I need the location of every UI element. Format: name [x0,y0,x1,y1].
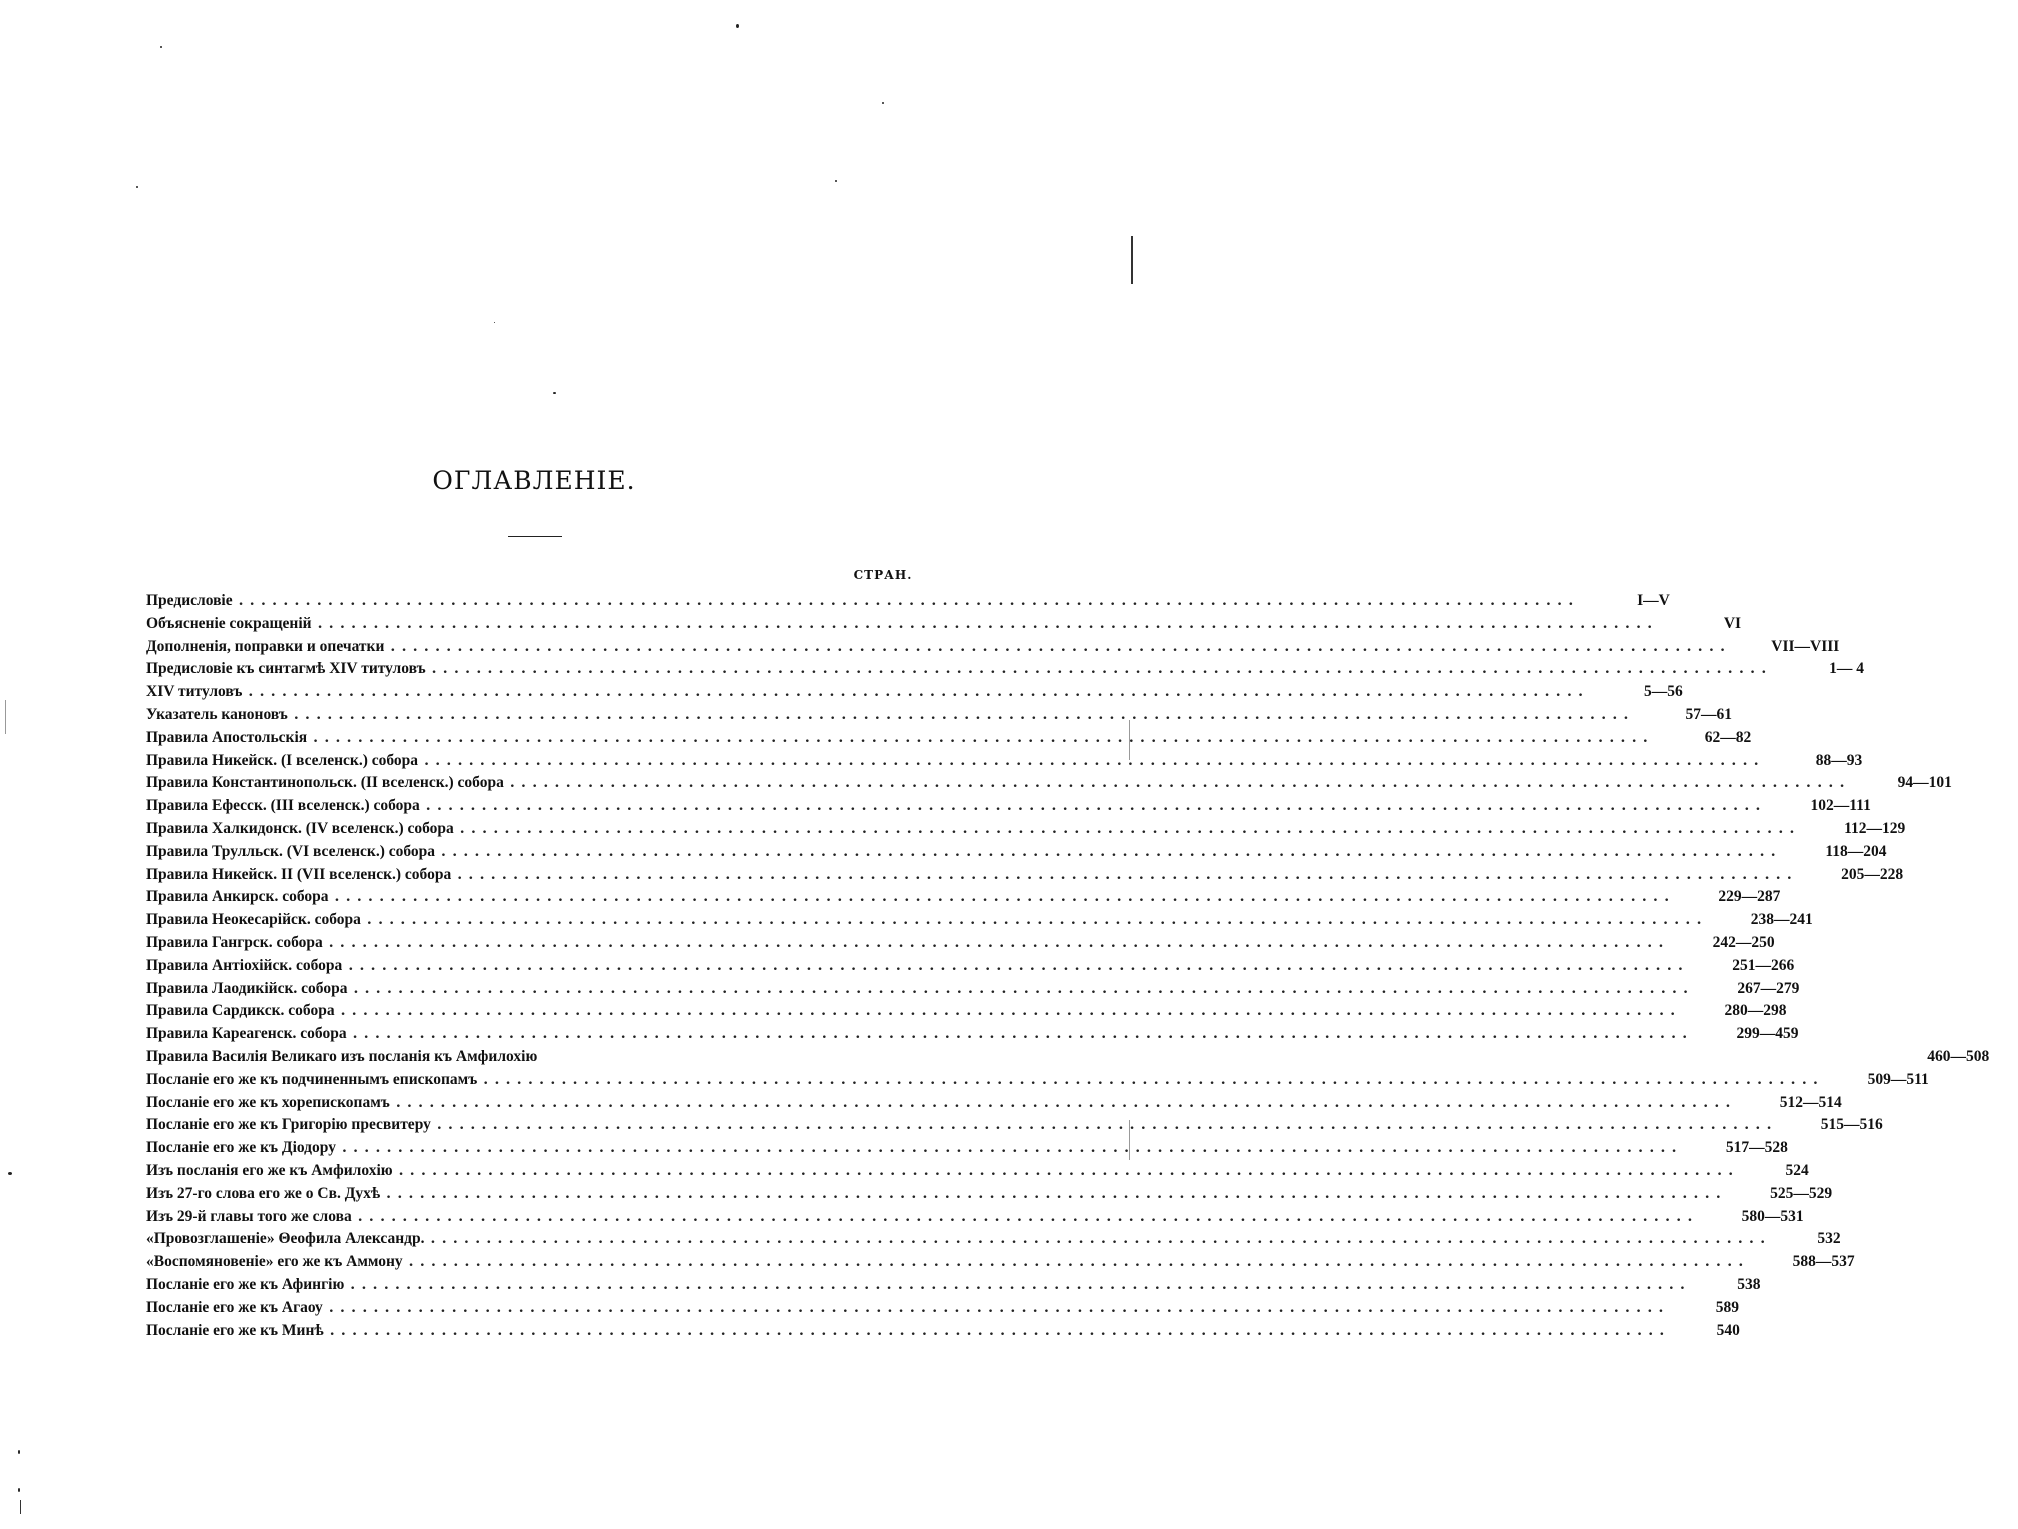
toc-entry-title: Правила Ефесск. (III вселенск.) собора [146,797,420,815]
toc-entry [146,911,1813,934]
toc-entry [146,683,1683,706]
dot-leader: ........................................................................................................................ [390,638,1732,655]
dot-leader: ........................................................................................................................ [328,934,1670,951]
toc-entry-title: Правила Константинопольск. (II вселенск.) собора [146,774,504,792]
toc-entry [146,1070,1929,1094]
toc-entry-title: Изъ 27-го слова его же о Св. Духѣ [146,1184,381,1202]
scan-speck [136,186,138,188]
dot-leader: ........................................................................................................................ [328,1299,1670,1316]
toc-entry-pages: 589 [1715,1298,1739,1316]
scan-speck [160,46,162,48]
toc-entry-title: XIV титуловъ [146,683,243,701]
toc-entry-title: «Воспомяновеніе» его же къ Аммону [146,1253,403,1271]
dot-leader: ........................................................................................................................ [431,661,1773,678]
dot-leader: ........................................................................................................................ [357,1208,1699,1225]
toc-entry [146,1230,1841,1253]
toc-entry [146,1161,1809,1185]
dot-leader: ........................................................................................................................ [483,1071,1825,1088]
dot-leader: ........................................................................................................................ [341,1140,1683,1157]
toc-entry-pages: 88—93 [1815,751,1863,769]
dot-leader: ........................................................................................................................ [430,1231,1772,1248]
toc-entry-title: Правила Гангрск. собора [146,933,323,951]
toc-entry [146,1275,1761,1299]
toc-entry-pages: 532 [1817,1230,1841,1248]
dot-leader: ........................................................................................................................ [317,615,1659,632]
scan-edge-mark [5,700,6,734]
dot-leader: ........................................................................................................................ [395,1094,1737,1111]
toc-entry-pages: 57—61 [1685,705,1732,723]
toc-entry-title: Указатель каноновъ [146,705,288,723]
toc-entry [146,660,1864,683]
toc-entry-pages: 112—129 [1844,819,1906,837]
scan-speck [835,180,837,182]
dot-leader: ........................................................................................................................ [366,912,1708,929]
dot-leader: ........................................................................................................................ [459,820,1801,837]
toc-entry-pages: 5—56 [1643,683,1683,701]
toc-entry [146,797,1871,820]
toc-entry-title: Правила Василія Великаго изъ посланія къ Амфилохію [146,1047,538,1065]
toc-entry-pages: 238—241 [1750,911,1813,929]
toc-entry-title: Правила Никейск. (I вселенск.) собора [146,751,419,769]
dot-leader: ........................................................................................................................ [353,980,1695,997]
toc-entry [146,1207,1804,1231]
toc-entry [146,1253,1855,1276]
toc-entry-pages: 512—514 [1779,1093,1842,1111]
scan-speck [736,24,739,28]
scan-speck [882,102,884,104]
dot-leader: ........................................................................................................................ [293,706,1635,723]
toc-entry-pages: I—V [1637,592,1670,609]
dot-leader: ........................................................................................................................ [340,1003,1682,1020]
toc-entry-pages: 517—528 [1725,1139,1788,1157]
scan-edge-mark [20,1500,21,1514]
toc-entry [146,1184,1833,1208]
toc-entry-pages: 118—204 [1825,842,1887,860]
toc-entry-pages: 515—516 [1820,1116,1883,1134]
toc-entry-title: Правила Никейск. II (VII вселенск.) собора [146,865,452,883]
toc-entry-pages: 524 [1785,1161,1809,1179]
toc-entry-pages: 580—531 [1741,1207,1804,1225]
scan-speck [494,322,495,323]
dot-leader: ........................................................................................................................ [386,1185,1728,1202]
scan-speck [8,1172,12,1175]
toc-entry-pages: 251—266 [1732,956,1795,974]
toc-entry-title: Правила Анкирск. собора [146,888,329,906]
toc-entry [146,614,1742,638]
toc-entry-pages: 102—111 [1810,797,1871,815]
toc-entry [146,888,1781,911]
toc-entry-pages: 229—287 [1718,888,1781,906]
toc-entry-title: Изъ 29-й главы того же слова [146,1207,352,1225]
dot-leader: ........................................................................................................................ [398,1162,1740,1179]
toc-entry-title: Правила Кареагенск. собора [146,1025,347,1043]
toc-entry-pages: 525—529 [1770,1184,1833,1202]
toc-entry-title: Предисловіе къ синтагмѣ XIV титуловъ [146,660,426,678]
toc-entry [146,1002,1787,1025]
toc-entry-title: Правила Трулльск. (VI вселенск.) собора [146,842,436,860]
title-divider [508,536,562,537]
toc-entry-title: Предисловіе [146,592,233,609]
toc-entry [146,842,1887,866]
dot-leader: ........................................................................................................................ [425,798,1767,815]
toc-entry-title: Правила Лаодикійск. собора [146,979,348,997]
toc-entry-pages: 1— 4 [1829,660,1864,678]
scan-speck [18,1488,20,1492]
toc-entry-pages: 94—101 [1897,774,1952,792]
toc-entry [146,728,1752,752]
page-title: ОГЛАВЛЕНІЕ. [432,466,636,495]
toc-entry-title: Объясненіе сокращеній [146,614,312,632]
toc-entry-title: Правила Сардикск. собора [146,1002,335,1020]
toc-entry-title: Посланіе его же къ подчиненнымъ епископамъ [146,1070,478,1088]
page-column-header: СТРАН. [853,568,913,582]
dot-leader: ........................................................................................................................ [424,752,1765,769]
dot-leader: ........................................................................................................................ [348,957,1690,974]
toc-entry [146,705,1732,729]
toc-entry [146,1321,1740,1345]
toc-entry-pages: 280—298 [1724,1002,1787,1020]
toc-entry-title: «Провозглашеніе» Θеофила Александр. [146,1230,425,1248]
dot-leader: ........................................................................................................................ [334,889,1676,906]
toc-entry-pages: 538 [1737,1275,1761,1293]
dot-leader: ........................................................................................................................ [441,843,1782,860]
toc-entry [146,956,1795,980]
toc-entry-pages: 205—228 [1841,865,1904,883]
dot-leader: ........................................................................................................................ [509,775,1851,792]
toc-entry-title: Посланіе его же къ Григорію пресвитеру [146,1116,431,1134]
dot-leader: ........................................................................................................................ [436,1117,1778,1134]
scan-edge-mark [1131,236,1133,284]
scan-speck [553,392,556,394]
toc-entry-title: Дополненія, поправки и опечатки [146,637,385,655]
toc-entry [146,1298,1739,1322]
toc-entry-title: Правила Апостольскія [146,728,308,746]
toc-entry-pages: 267—279 [1737,979,1800,997]
dot-leader: ........................................................................................................................ [352,1026,1694,1043]
toc-entry [146,819,1906,843]
toc-entry-pages: 509—511 [1867,1070,1929,1088]
toc-entry-title: Правила Халкидонск. (IV вселенск.) собора [146,819,454,837]
toc-entry-pages: VII—VIII [1771,637,1840,655]
toc-entry [146,1047,1990,1071]
toc-entry-title: Правила Неокесарійск. собора [146,911,361,929]
toc-entry-pages: 299—459 [1736,1025,1799,1043]
toc-entry-title: Посланіе его же къ хорепископамъ [146,1093,390,1111]
toc-entry [146,1116,1883,1139]
dot-leader: ........................................................................................................................ [248,684,1590,701]
toc-entry-title: Посланіе его же къ Афингію [146,1275,345,1293]
dot-leader: ........................................................................................................................ [238,593,1580,609]
toc-entry [146,592,1670,615]
toc-entry-pages: 460—508 [1927,1047,1990,1065]
toc-entry-pages: 540 [1716,1321,1740,1339]
toc-entry-pages: 242—250 [1712,933,1775,951]
toc-entry-title: Посланіе его же къ Діодору [146,1139,336,1157]
dot-leader: ........................................................................................................................ [408,1254,1750,1271]
dot-leader: ........................................................................................................................ [313,729,1655,746]
toc-entry-title: Изъ посланія его же къ Амфилохію [146,1161,393,1179]
toc-entry-pages: VI [1723,614,1742,632]
toc-entry [146,751,1863,775]
toc-entry [146,933,1775,957]
toc-entry [146,979,1800,1003]
toc-entry-pages: 62—82 [1704,728,1752,746]
toc-entry [146,774,1952,797]
toc-entry [146,1025,1799,1048]
dot-leader: ........................................................................................................................ [350,1276,1692,1293]
toc-entry [146,865,1904,889]
toc-entry-title: Правила Антіохійск. собора [146,956,343,974]
toc-entry-title: Посланіе его же къ Агаоу [146,1298,323,1316]
toc-entry [146,1139,1788,1162]
dot-leader: ........................................................................................................................ [329,1322,1671,1339]
toc-entry-pages: 588—537 [1792,1253,1855,1271]
toc-entry [146,637,1840,661]
toc-entry-title: Посланіе его же къ Минѣ [146,1321,324,1339]
toc-entry [146,1093,1842,1117]
dot-leader: ........................................................................................................................ [457,866,1799,883]
scan-speck [18,1450,20,1454]
table-of-contents [146,592,1990,1344]
